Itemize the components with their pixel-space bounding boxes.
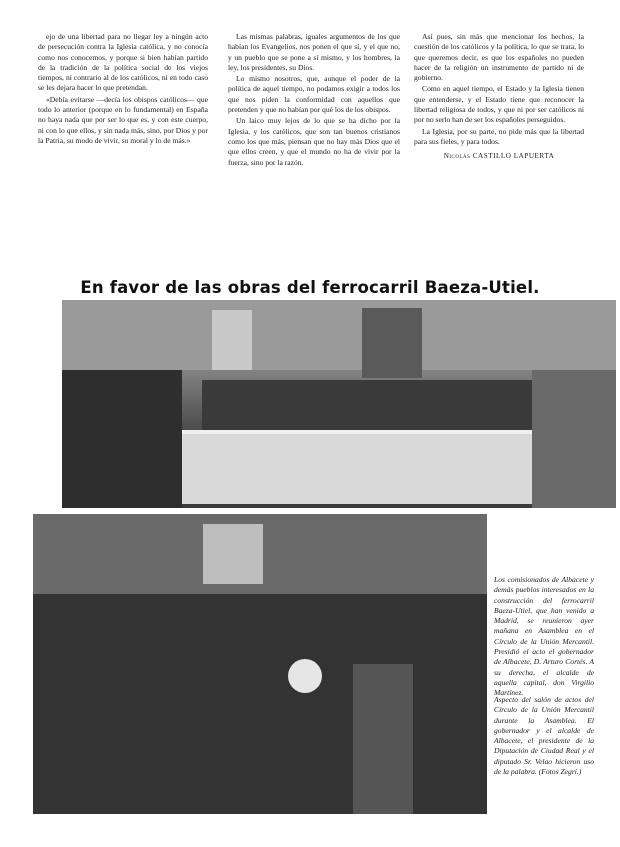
photo-crowd xyxy=(33,594,487,814)
paragraph: «Debía evitarse —decía los obispos católicos— que todo lo anterior (porque en lo fundamental) en España no haya nada que por ser lo que es, y con este cuerpo, ni con lo que ellos, y sin nada más, sino, por Dios y por la Patria, su modo de vivir, su moral y lo de más.» xyxy=(38,94,208,145)
photo-standing-men xyxy=(353,664,413,814)
photo-right-wall xyxy=(532,370,616,508)
photo-doorway xyxy=(362,308,422,378)
article-signature: Nicolás CASTILLO LAPUERTA xyxy=(443,152,555,161)
photo-presidential-table xyxy=(62,300,616,508)
photo-wall xyxy=(62,300,616,370)
photo-seated-men xyxy=(202,380,562,430)
paragraph: Así pues, sin más que mencionar los hechos, la cuestión de los católicos y la política, lo que se trata, lo que queremos decir, es que los españoles no pueden hacer de la religión un instrumento de partido ni de gobierno. xyxy=(414,32,584,83)
photo-window xyxy=(212,310,252,370)
photo-straw-hat xyxy=(288,659,322,693)
photo-assembly-hall xyxy=(33,514,487,814)
caption-first: Los comisionados de Albacete y demás pueblos interesados en la construcción del ferrocarril Baeza-Utiel, que han venido a Madrid, se reunieron ayer mañana en Asamblea en el Círculo de la Unión Mercantil. Presidió el acto el gobernador de Albacete, D. Arturo Cortés. A su derecha, el alcalde de aquella capital, don Virgilio Martínez. xyxy=(494,575,594,698)
paragraph: ejo de una libertad para no llegar ley a ningún acto de persecución contra la Iglesia católica, y no conocía como nos conocemos, y porque si bien habían partido de la tradición de la política social de los viejos tiempos, ni contrario al de los católicos, ni en todo caso se les dejara hacer lo que pretendan. xyxy=(38,32,208,93)
paragraph: Las mismas palabras, iguales argumentos de los que habían los Evangelios, nos ponen el que sí, y el que no, y un pueblo que se pone a sí mismo, y los hombres, la ley, los presidentes, su Dios. xyxy=(228,32,400,72)
paragraph: Un laico muy lejos de lo que se ha dicho por la Iglesia, y los católicos, que son tan buenos cristianos como los que más, piensan que no hay más Dios que el que ellos creen, y que el mundo no ha de vivir por la fuerza, sino por la razón. xyxy=(228,116,400,167)
paragraph: Lo mismo nosotros, que, aunque el poder de la política de aquel tiempo, no podamos exigir a todos los que nos piden la conformidad con aquellos que pretenden y que no habían por qué los de los obispos. xyxy=(228,74,400,115)
page-footer-rule xyxy=(60,822,560,830)
headline: En favor de las obras del ferrocarril Baeza-Utiel. xyxy=(80,278,540,297)
article-column-3 xyxy=(414,32,584,304)
photo-table xyxy=(182,430,562,504)
caption-second: Aspecto del salón de actos del Círculo de la Unión Mercantil durante la Asamblea. El gobernador y el alcalde de Albacete, el presidente de la Diputación de Ciudad Real y el diputado Sr. Velao hicieron uso de la palabra. (Fotos Zegrí.) xyxy=(494,695,594,777)
paragraph: Como en aquel tiempo, el Estado y la Iglesia tienen que entenderse, y el Estado tiene que reconocer la libertad religiosa de todos, y que ni por ser católicos ni por no serlo han de ser los españoles perseguidos. xyxy=(414,84,584,125)
article-column-2 xyxy=(228,32,400,304)
photo-audience-left xyxy=(62,370,182,508)
paragraph: La Iglesia, por su parte, no pide más que la libertad para sus fieles, y para todos. xyxy=(414,126,584,146)
article-column-1 xyxy=(38,32,208,304)
photo-hall-window xyxy=(203,524,263,584)
